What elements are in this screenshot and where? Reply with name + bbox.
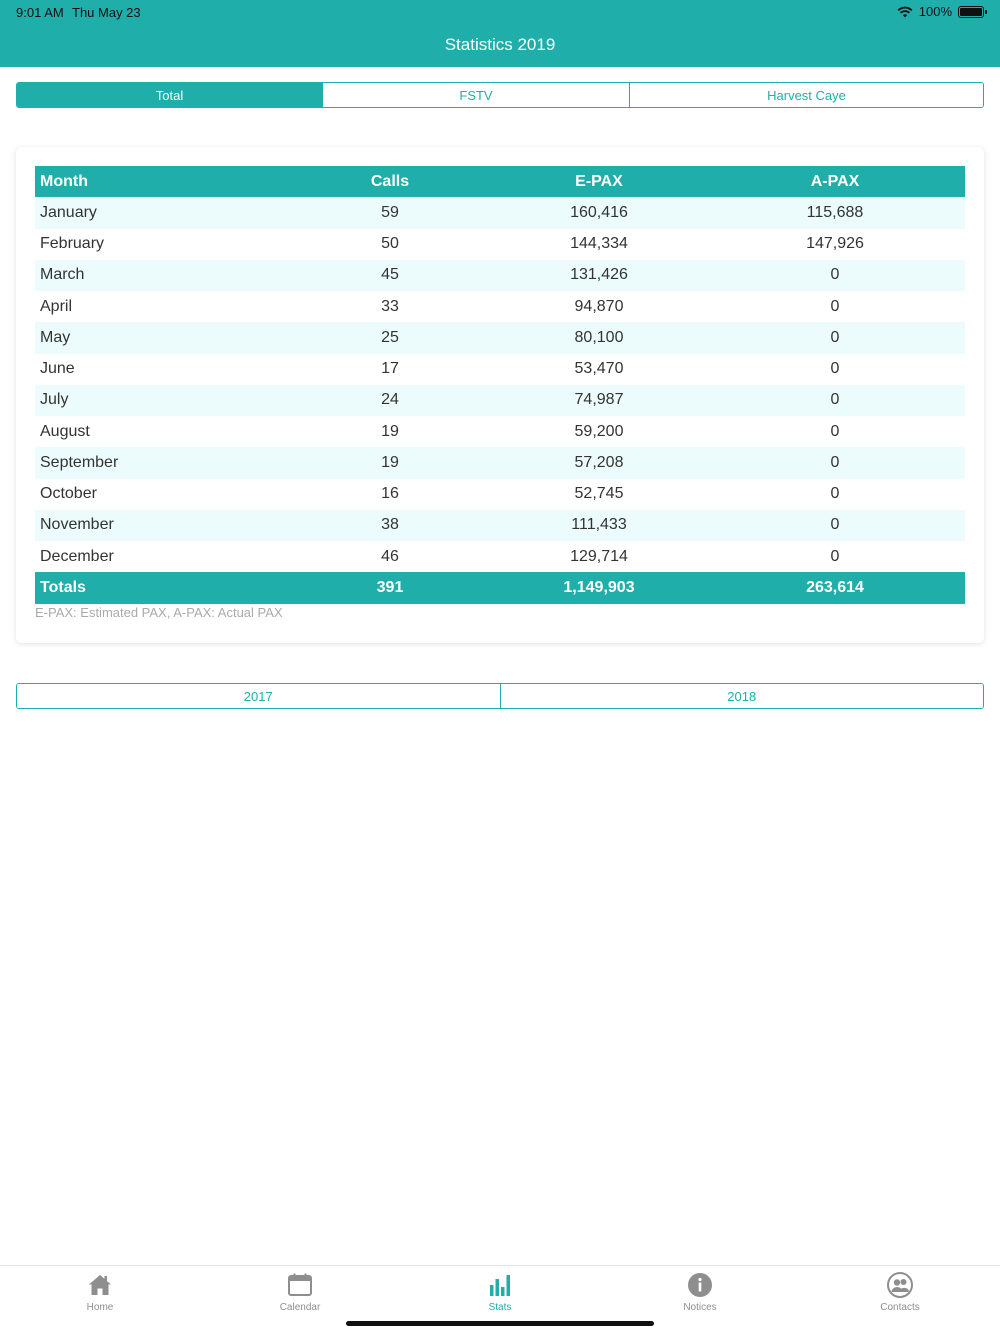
tab-year-2018[interactable]: 2018 [501,684,984,708]
status-indicators [876,4,984,19]
cell-apax: 0 [830,422,840,440]
cell-epax: 53,470 [574,360,624,378]
table-row [35,260,965,291]
cell-month: October [40,485,97,503]
cell-month: March [40,266,85,284]
cell-calls: 24 [381,391,399,409]
table-row [35,416,965,447]
page-title: Statistics 2019 [444,35,556,54]
cell-calls: 19 [381,453,399,471]
year-segmented-control [16,683,984,709]
cell-calls: 50 [381,235,399,253]
cell-month: May [40,328,71,346]
tab-fstv[interactable]: FSTV [323,83,630,107]
tab-year-2017[interactable]: 2017 [17,684,501,708]
cell-epax: 94,870 [574,297,624,315]
cell-month: January [40,203,97,221]
cell-apax: 0 [830,266,840,284]
tab-bar-contacts[interactable] [800,1266,1000,1334]
cell-apax: 0 [830,547,840,565]
tab-bar-contacts-label: Contacts [880,1302,920,1313]
cell-apax: 147,926 [806,235,864,253]
cell-calls: 17 [381,360,399,378]
cell-epax: 160,416 [570,203,628,221]
cell-month: July [40,391,69,409]
column-header-calls: Calls [370,172,410,190]
contacts-icon [887,1272,913,1298]
home-indicator [346,1321,654,1326]
cell-epax: 74,987 [574,391,624,409]
cell-calls: 38 [381,516,399,534]
cell-epax: 57,208 [574,453,624,471]
cell-month: December [40,547,114,565]
tab-bar-home-label: Home [86,1302,114,1313]
cell-calls: 45 [381,266,399,284]
cell-epax: 129,714 [570,547,628,565]
table-row [35,541,965,572]
wifi-icon [897,6,913,18]
cell-month: August [40,422,90,440]
cell-month: April [40,297,73,315]
table-row [35,447,965,478]
cell-month: February [40,235,105,253]
cell-calls: 25 [381,328,399,346]
stats-icon [487,1272,513,1298]
cell-apax: 0 [830,516,840,534]
totals-apax: 263,614 [806,578,864,596]
table-footnote: E-PAX: Estimated PAX, A-PAX: Actual PAX [35,605,283,620]
tab-bar-home[interactable] [0,1266,200,1334]
info-icon [687,1272,713,1298]
cell-month: June [40,360,75,378]
cell-apax: 0 [830,485,840,503]
status-time: 9:01 AM [16,5,64,20]
cell-calls: 59 [381,203,399,221]
totals-epax: 1,149,903 [563,578,635,596]
table-row [35,354,965,385]
cell-month: November [40,516,114,534]
tab-bar-stats-label: Stats [488,1302,512,1313]
table-row [35,229,965,260]
table-row [35,510,965,541]
cell-epax: 144,334 [570,235,628,253]
status-date: Thu May 23 [72,5,141,20]
tab-harvest-caye[interactable]: Harvest Caye [630,83,983,107]
cell-calls: 46 [381,547,399,565]
statistics-table [35,166,965,604]
totals-row [35,572,965,603]
cell-epax: 59,200 [574,422,624,440]
column-header-month: Month [40,172,88,190]
cell-calls: 33 [381,297,399,315]
table-body [35,197,965,572]
cell-apax: 0 [830,328,840,346]
cell-epax: 52,745 [574,485,624,503]
table-row [35,479,965,510]
navigation-bar [0,0,1000,67]
table-row [35,385,965,416]
table-row [35,291,965,322]
cell-apax: 0 [830,453,840,471]
tab-bar-notices-label: Notices [683,1302,717,1313]
calendar-icon [287,1272,313,1298]
column-header-apax: A-PAX [810,172,860,190]
table-row [35,322,965,353]
totals-calls: 391 [376,578,404,596]
cell-epax: 131,426 [570,266,628,284]
cell-epax: 111,433 [571,516,627,534]
port-segmented-control [16,82,984,108]
cell-apax: 115,688 [806,203,864,221]
signal-icon: .... [875,6,891,17]
cell-month: September [40,453,119,471]
tab-total[interactable]: Total [17,83,323,107]
table-header [35,166,965,197]
tab-bar-calendar-label: Calendar [279,1302,321,1313]
totals-label: Totals [40,578,86,596]
cell-apax: 0 [830,297,840,315]
cell-calls: 16 [381,485,399,503]
battery-percentage: 100% [918,4,952,19]
cell-apax: 0 [830,391,840,409]
cell-apax: 0 [830,360,840,378]
table-row [35,197,965,228]
column-header-epax: E-PAX [575,172,623,190]
cell-epax: 80,100 [574,328,624,346]
battery-icon [958,6,984,18]
statistics-card [16,147,984,643]
home-icon [87,1272,113,1298]
cell-calls: 19 [381,422,399,440]
